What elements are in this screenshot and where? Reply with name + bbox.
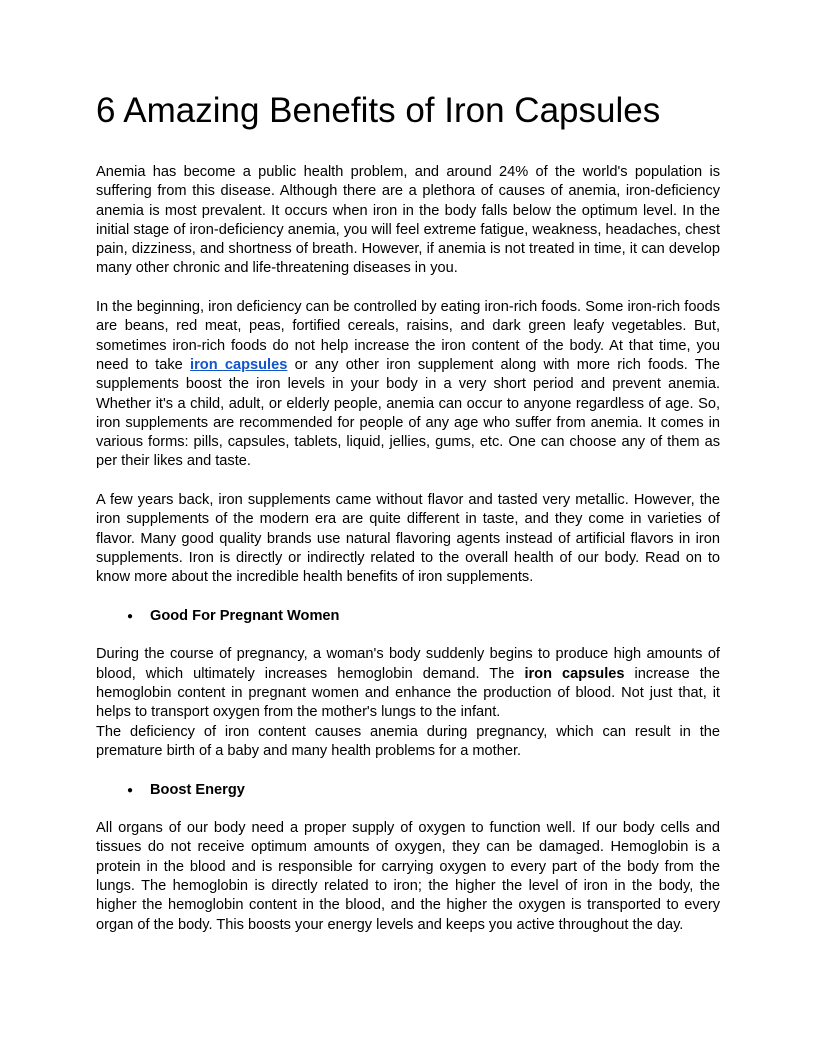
bold-text-run: Boost Energy <box>150 781 245 798</box>
paragraph <box>96 645 720 722</box>
bullet-heading <box>96 781 720 800</box>
document-body <box>96 163 720 935</box>
bullet-heading-text <box>150 607 339 626</box>
text-run: In the beginning, iron deficiency can be controlled by eating iron-rich foods. Some iron-rich foods are beans, red meat, peas, fortified cereals, raisins, and dark green leafy vegetables. But, sometimes iron-rich foods do not help increase the iron content of the body. At that time, you need to take <box>96 299 720 373</box>
paragraph <box>96 163 720 279</box>
text-run: All organs of our body need a proper supply of oxygen to function well. If our body cells and tissues do not receive optimum amounts of oxygen, they can be damaged. Hemoglobin is a protein in the blood and is responsible for carrying oxygen to every part of the body from the lungs. The hemoglobin is directly related to iron; the higher the level of iron in the body, the higher the hemoglobin content in the blood, and the higher the oxygen is transported to every organ of the body. This boosts your energy levels and keeps you active throughout the day. <box>96 820 720 933</box>
document-title: 6 Amazing Benefits of Iron Capsules <box>96 91 661 130</box>
paragraph <box>96 819 720 935</box>
text-run: Anemia has become a public health problem, and around 24% of the world's population is suffering from this disease. Although there are a plethora of causes of anemia, iron-deficiency anemia is most prevalent. It occurs when iron in the body falls below the optimum level. In the initial stage of iron-deficiency anemia, you will feel extreme fatigue, weakness, headaches, chest pain, dizziness, and shortness of breath. However, if anemia is not treated in time, it can develop many other chronic and life-threatening diseases in you. <box>96 164 720 277</box>
bold-text-run: iron capsules <box>524 665 625 682</box>
paragraph <box>96 723 720 762</box>
paragraph <box>96 491 720 587</box>
bullet-icon: ● <box>127 610 134 622</box>
text-run: increase the hemoglobin content in pregnant women and enhance the production of blood. Not just that, it helps to transport oxygen from the mother's lungs to the infant. <box>96 665 721 721</box>
paragraph <box>96 298 720 472</box>
text-run: The deficiency of iron content causes anemia during pregnancy, which can result in the premature birth of a baby and many health problems for a mother. <box>96 723 720 759</box>
iron-capsules-link[interactable]: iron capsules <box>190 356 288 373</box>
text-run: or any other iron supplement along with more rich foods. The supplements boost the iron levels in your body in a very short period and prevent anemia. Whether it's a child, adult, or elderly people, anemia can occur to anyone regardless of age. So, iron supplements are recommended for people of any age who suffer from anemia. It comes in various forms: pills, capsules, tablets, liquid, jellies, gums, etc. One can choose any of them as per their likes and taste. <box>96 356 720 470</box>
bullet-heading <box>96 607 720 626</box>
bullet-icon: ● <box>127 784 134 796</box>
text-run: A few years back, iron supplements came without flavor and tasted very metallic. However, the iron supplements of the modern era are quite different in taste, and they come in varieties of flavor. Many good quality brands use natural flavoring agents instead of artificial flavors in iron supplements. Iron is directly or indirectly related to the overall health of our body. Read on to know more about the incredible health benefits of iron supplements. <box>96 492 720 586</box>
bold-text-run: Good For Pregnant Women <box>150 607 340 624</box>
bullet-heading-text <box>150 781 245 800</box>
text-run: During the course of pregnancy, a woman's body suddenly begins to produce high amounts of blood, which ultimately increases hemoglobin demand. The <box>96 646 720 682</box>
